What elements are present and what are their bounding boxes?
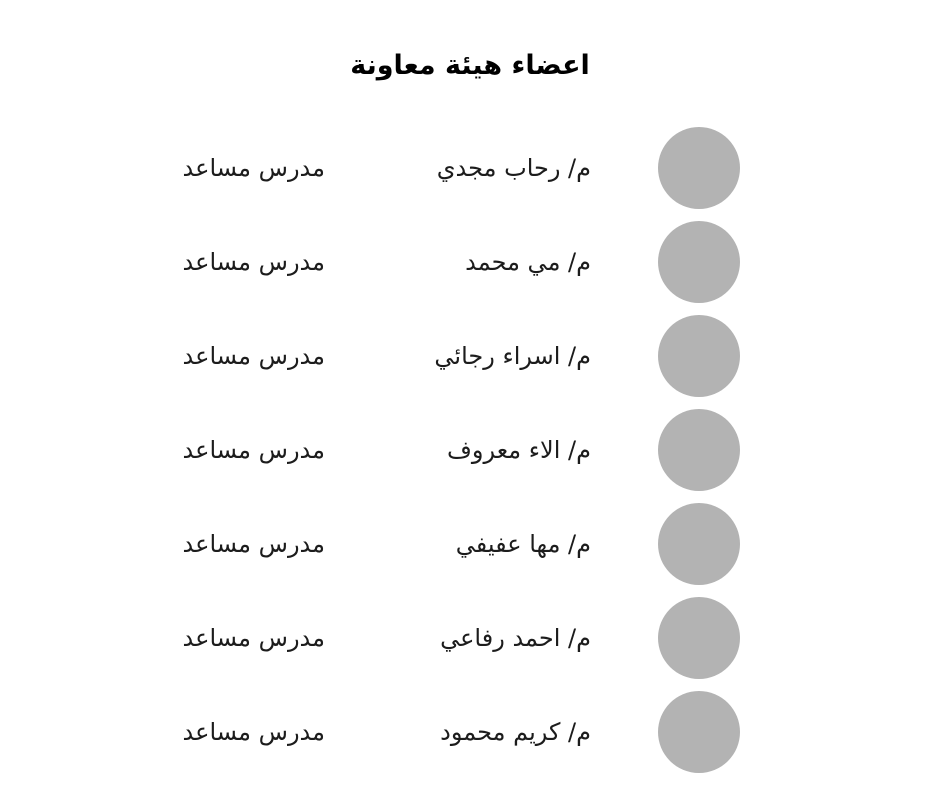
member-role: مدرس مساعد bbox=[182, 529, 325, 558]
avatar-placeholder-icon bbox=[658, 409, 740, 491]
member-role: مدرس مساعد bbox=[182, 435, 325, 464]
member-role: مدرس مساعد bbox=[182, 341, 325, 370]
member-row bbox=[0, 409, 940, 490]
member-row bbox=[0, 315, 940, 396]
members-list bbox=[0, 127, 940, 785]
member-name: م/ مها عفيفي bbox=[455, 529, 591, 558]
member-name: م/ مي محمد bbox=[465, 247, 591, 276]
member-row bbox=[0, 691, 940, 772]
member-role: مدرس مساعد bbox=[182, 623, 325, 652]
member-row bbox=[0, 597, 940, 678]
member-role: مدرس مساعد bbox=[182, 153, 325, 182]
member-row bbox=[0, 503, 940, 584]
member-row bbox=[0, 127, 940, 208]
avatar-placeholder-icon bbox=[658, 597, 740, 679]
avatar-placeholder-icon bbox=[658, 691, 740, 773]
member-name: م/ احمد رفاعي bbox=[440, 623, 591, 652]
avatar-placeholder-icon bbox=[658, 503, 740, 585]
avatar-placeholder-icon bbox=[658, 315, 740, 397]
page-title: اعضاء هيئة معاونة bbox=[350, 50, 590, 81]
member-name: م/ الاء معروف bbox=[447, 435, 591, 464]
member-row bbox=[0, 221, 940, 302]
member-name: م/ اسراء رجائي bbox=[434, 341, 591, 370]
member-name: م/ رحاب مجدي bbox=[436, 153, 591, 182]
avatar-placeholder-icon bbox=[658, 127, 740, 209]
member-role: مدرس مساعد bbox=[182, 247, 325, 276]
member-role: مدرس مساعد bbox=[182, 717, 325, 746]
avatar-placeholder-icon bbox=[658, 221, 740, 303]
member-name: م/ كريم محمود bbox=[440, 717, 591, 746]
